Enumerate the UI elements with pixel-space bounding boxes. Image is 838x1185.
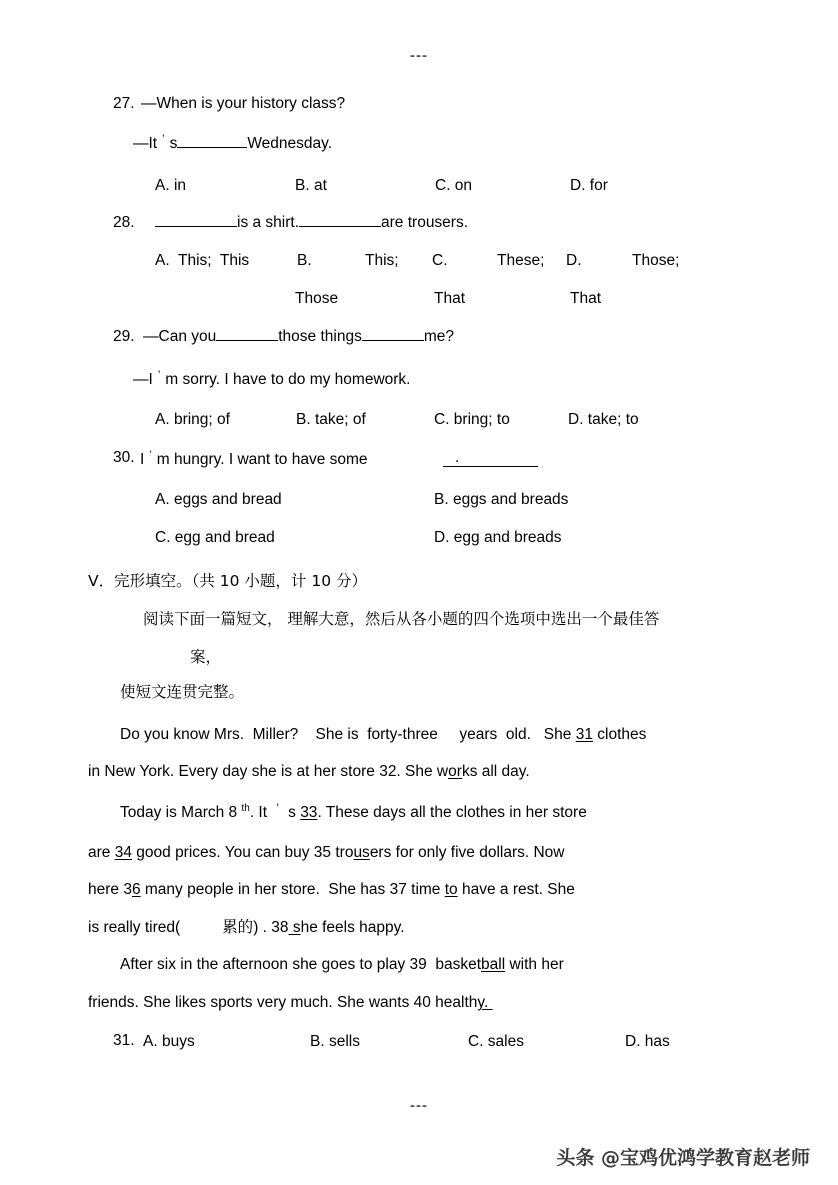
answer-blank[interactable] xyxy=(177,147,247,148)
question-30-stem xyxy=(140,450,368,468)
question-27-stem-part-b: s xyxy=(169,135,178,152)
question-28-option-b-value2[interactable]: Those xyxy=(295,290,339,307)
question-31-option-c[interactable]: C. sales xyxy=(468,1033,524,1050)
answer-blank[interactable] xyxy=(216,340,278,341)
passage-line-1 xyxy=(120,727,646,743)
question-31-number: 31. xyxy=(113,1032,135,1049)
question-28-option-c-value1[interactable]: These; xyxy=(497,252,545,269)
question-27-stem-line2 xyxy=(133,134,332,152)
question-28-option-b-label[interactable]: B. xyxy=(297,252,312,269)
question-28-stem xyxy=(155,215,468,231)
passage-line-3-d: . These days all the clothes in her store xyxy=(317,804,587,821)
question-30-option-c[interactable]: C. egg and bread xyxy=(155,529,275,546)
apostrophe-mark: ’ xyxy=(276,802,279,814)
passage-blank-33[interactable]: 33 xyxy=(300,804,318,821)
passage-blank-36[interactable]: 6 xyxy=(131,881,141,898)
passage-line-3-c: s xyxy=(283,804,301,821)
question-28-stem-end: are trousers. xyxy=(381,214,469,231)
question-30-option-d[interactable]: D. egg and breads xyxy=(434,529,562,546)
question-28-number: 28. xyxy=(113,214,135,231)
passage-line-5-a: here 3 xyxy=(88,881,132,898)
watermark-text: 头条 @宝鸡优鸿学教育赵老师 xyxy=(556,1147,810,1169)
question-27-option-a[interactable]: A. in xyxy=(155,177,187,194)
question-30-number: 30. xyxy=(113,449,135,466)
section-heading: Ⅴ．完形填空。（共 10 小题，计 10 分） xyxy=(88,572,368,590)
question-29-stem-line2-a: —I xyxy=(133,371,153,388)
passage-line-2-b: ks all day. xyxy=(461,763,530,780)
question-29-option-d[interactable]: D. take; to xyxy=(568,411,639,428)
section-instruction-line1: 阅读下面一篇短文， 理解大意，然后从各小题的四个选项中选出一个最佳答 xyxy=(143,610,660,628)
question-27-option-c[interactable]: C. on xyxy=(435,177,473,194)
answer-blank[interactable] xyxy=(155,226,237,227)
passage-line-5-c: have a rest. She xyxy=(457,881,575,898)
question-28-stem-mid: is a shirt. xyxy=(237,214,300,231)
blank-dot: . xyxy=(455,449,460,466)
question-31-option-d[interactable]: D. has xyxy=(625,1033,670,1050)
question-30-option-a[interactable]: A. eggs and bread xyxy=(155,491,282,508)
page-bottom-mark: --- xyxy=(410,1097,428,1114)
passage-underline-s: s xyxy=(288,919,301,936)
answer-blank[interactable] xyxy=(362,340,424,341)
answer-blank-line[interactable] xyxy=(443,450,538,467)
passage-line-4-a: are xyxy=(88,844,115,861)
passage-line-2-a: in New York. Every day she is at her store 32. She w xyxy=(88,763,449,780)
page-top-mark: --- xyxy=(410,47,428,64)
passage-underline-ball: ball xyxy=(481,956,506,973)
question-28-option-c-label[interactable]: C. xyxy=(432,252,448,269)
passage-line-6 xyxy=(88,920,405,936)
question-30-option-b[interactable]: B. eggs and breads xyxy=(434,491,569,508)
passage-underline-y: y. xyxy=(477,994,493,1011)
passage-line-7 xyxy=(120,957,564,973)
passage-line-6-b: ) . 38 xyxy=(253,919,289,936)
passage-line-3-a: Today is March 8 xyxy=(120,804,242,821)
passage-blank-31[interactable]: 31 xyxy=(575,726,593,743)
answer-blank[interactable] xyxy=(299,226,381,227)
ordinal-suffix: th xyxy=(241,803,250,814)
passage-line-4-b: good prices. You can buy 35 tro xyxy=(131,844,354,861)
passage-line-2 xyxy=(88,764,530,780)
question-29-stem-line2-b: m sorry. I have to do my homework. xyxy=(165,371,411,388)
passage-line-4 xyxy=(88,845,565,861)
passage-underline-or: or xyxy=(448,763,462,780)
question-29-stem-line1 xyxy=(143,329,454,345)
question-29-stem-part-a: —Can you xyxy=(143,328,217,345)
question-27-stem-line1: —When is your history class? xyxy=(141,95,346,112)
question-29-stem-part-b: those things xyxy=(278,328,362,345)
question-27-option-d[interactable]: D. for xyxy=(570,177,608,194)
passage-line-8-a: friends. She likes sports very much. She wants 40 health xyxy=(88,994,478,1011)
passage-line-5 xyxy=(88,882,575,898)
passage-gloss-chinese: 累的 xyxy=(222,919,254,936)
question-29-option-c[interactable]: C. bring; to xyxy=(434,411,510,428)
question-27-option-b[interactable]: B. at xyxy=(295,177,327,194)
question-29-option-a[interactable]: A. bring; of xyxy=(155,411,230,428)
question-30-stem-b: m hungry. I want to have some xyxy=(156,451,368,468)
question-31-option-a[interactable]: A. buys xyxy=(143,1033,195,1050)
passage-line-3 xyxy=(120,803,587,821)
passage-underline-us: us xyxy=(353,844,370,861)
passage-line-6-a: is really tired( xyxy=(88,919,181,936)
question-28-option-c-value2[interactable]: That xyxy=(434,290,466,307)
question-28-option-a[interactable]: A. This; This xyxy=(155,252,250,269)
question-29-option-b[interactable]: B. take; of xyxy=(296,411,366,428)
passage-line-3-b: . It xyxy=(249,804,272,821)
question-27-stem-part-a: —It xyxy=(133,135,158,152)
question-29-number: 29. xyxy=(113,328,135,345)
question-30-answer-blank[interactable] xyxy=(443,450,538,467)
passage-line-1-a: Do you know Mrs. Miller? She is forty-three years old. She xyxy=(120,726,576,743)
section-instruction-line2: 案， xyxy=(190,648,222,666)
question-28-option-b-value1[interactable]: This; xyxy=(365,252,399,269)
question-27-stem-part-c: Wednesday. xyxy=(247,135,333,152)
question-29-stem-part-c: me? xyxy=(423,328,454,345)
question-28-option-d-value2[interactable]: That xyxy=(570,290,602,307)
passage-underline-to: to xyxy=(444,881,458,898)
passage-line-5-b: many people in her store. She has 37 time xyxy=(140,881,445,898)
apostrophe-mark: ’ xyxy=(162,133,165,145)
passage-line-8 xyxy=(88,995,493,1011)
section-instruction-line3: 使短文连贯完整。 xyxy=(120,683,245,701)
passage-line-4-c: ers for only five dollars. Now xyxy=(369,844,565,861)
question-28-option-d-label[interactable]: D. xyxy=(566,252,582,269)
apostrophe-mark: ’ xyxy=(157,369,161,381)
passage-line-6-c: he feels happy. xyxy=(300,919,405,936)
apostrophe-mark: ’ xyxy=(149,449,152,461)
passage-blank-34[interactable]: 34 xyxy=(114,844,132,861)
question-28-option-d-value1[interactable]: Those; xyxy=(632,252,680,269)
question-30-stem-a: I xyxy=(140,451,145,468)
question-29-stem-line2 xyxy=(133,370,410,388)
passage-line-1-b: clothes xyxy=(592,726,647,743)
passage-line-7-a: After six in the afternoon she goes to play 39 basket xyxy=(120,956,482,973)
passage-line-7-b: with her xyxy=(505,956,564,973)
question-31-option-b[interactable]: B. sells xyxy=(310,1033,360,1050)
question-27-number: 27. xyxy=(113,95,135,112)
